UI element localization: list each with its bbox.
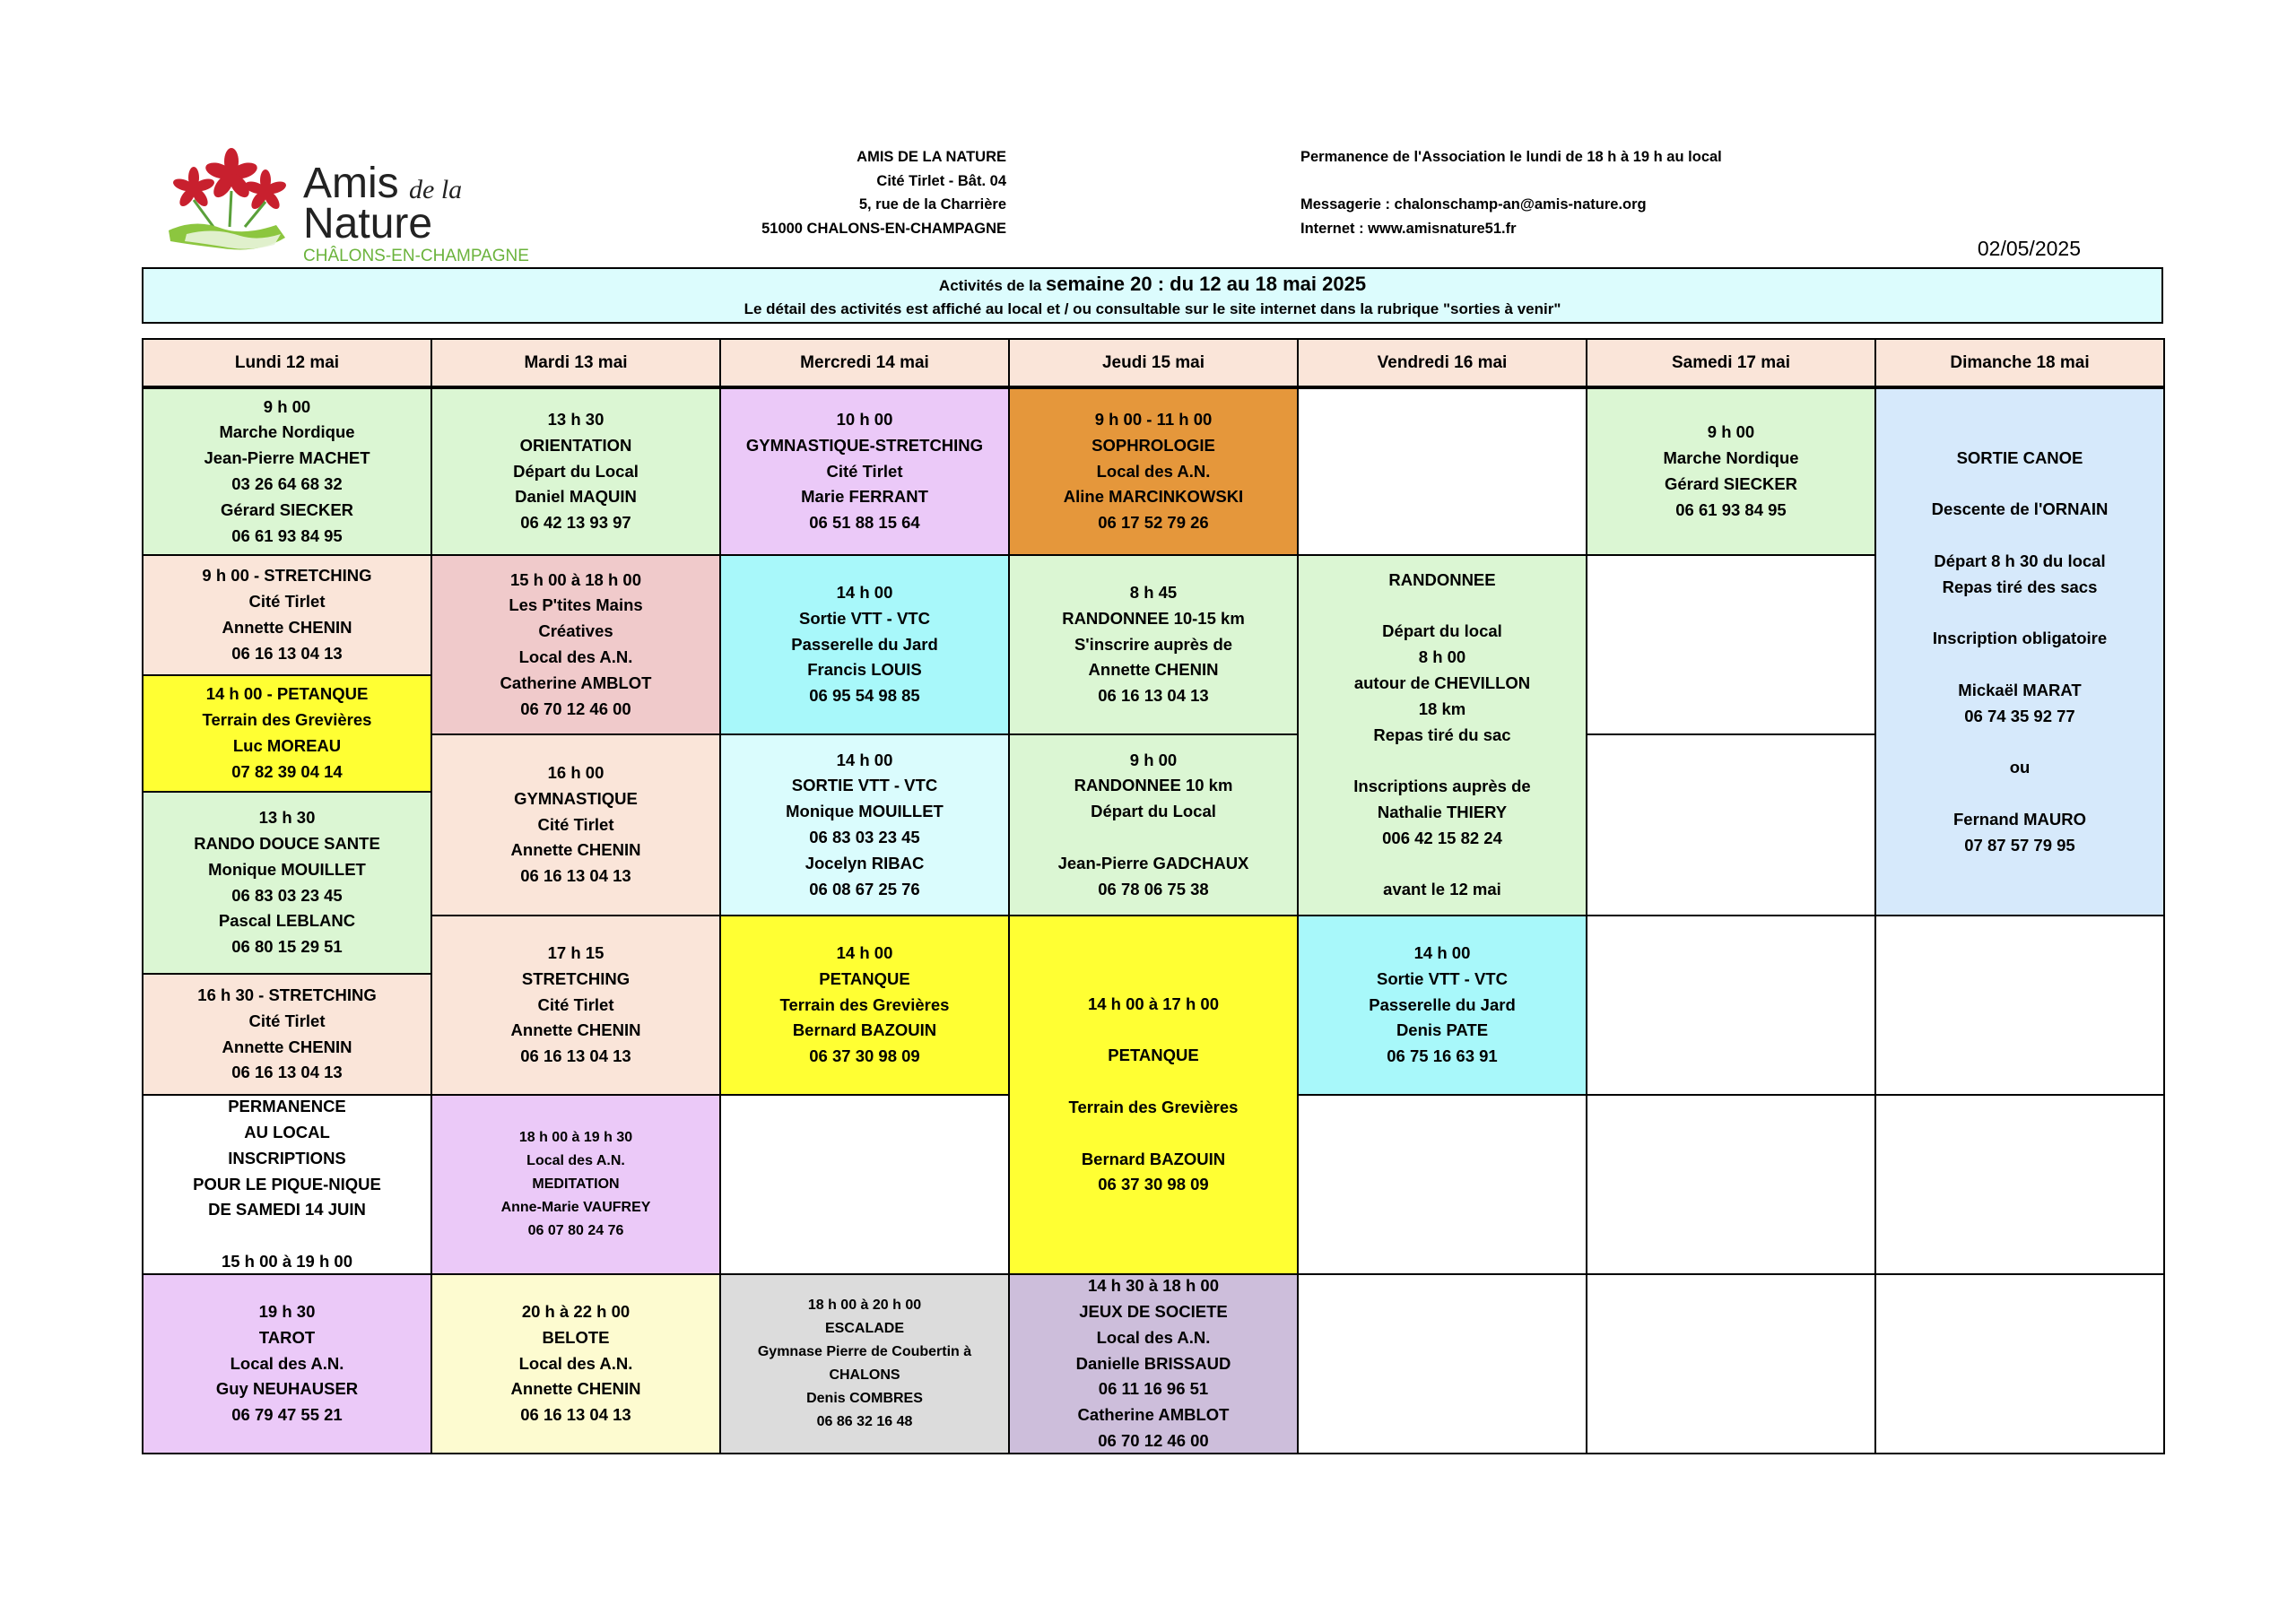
activity-line: Bernard BAZOUIN — [792, 1020, 937, 1040]
activity-line: 06 11 16 96 51 — [1098, 1379, 1209, 1399]
activity-line: 10 h 00 — [836, 410, 893, 429]
activity-line: POUR LE PIQUE-NIQUE — [193, 1174, 381, 1193]
activity-cell — [430, 915, 721, 1096]
logo-line2: Nature — [303, 200, 433, 247]
activity-line: Mickaël MARAT — [1958, 680, 2082, 699]
activity-line: 9 h 00 — [263, 396, 311, 416]
activity-cell — [1008, 387, 1299, 556]
day-header: Vendredi 16 mai — [1297, 338, 1587, 387]
activity-line: 06 16 13 04 13 — [520, 1405, 631, 1425]
activity-line: Bernard BAZOUIN — [1081, 1149, 1226, 1168]
empty-cell — [1874, 915, 2165, 1096]
activity-line: Marie FERRANT — [801, 487, 928, 507]
activity-cell — [1874, 387, 2165, 916]
activity-line: Jean-Pierre GADCHAUX — [1057, 853, 1249, 872]
empty-cell — [1586, 1273, 1876, 1454]
activity-line: 14 h 00 — [836, 943, 893, 962]
activity-cell — [1008, 733, 1299, 916]
activity-line: autour de CHEVILLON — [1353, 673, 1531, 692]
address-line: 5, rue de la Charrière — [858, 196, 1006, 213]
empty-cell — [1297, 1094, 1587, 1275]
activity-line: Gérard SIECKER — [220, 499, 354, 519]
activity-line: Francis LOUIS — [807, 660, 922, 680]
activity-line: 14 h 00 - PETANQUE — [205, 684, 369, 704]
activity-line: avant le 12 mai — [1383, 880, 1501, 899]
activity-line: 06 61 93 84 95 — [1675, 499, 1787, 519]
activity-line: Marche Nordique — [219, 422, 355, 442]
activity-cell — [142, 1273, 432, 1454]
activity-cell — [1297, 915, 1587, 1096]
empty-cell — [1586, 915, 1876, 1096]
empty-cell — [1874, 1273, 2165, 1454]
empty-cell — [1297, 387, 1587, 556]
messagerie-text: Messagerie : chalonschamp-an@amis-nature.org — [1300, 196, 1647, 213]
activity-cell — [430, 1273, 721, 1454]
activity-line: Terrain des Grevières — [202, 710, 372, 730]
activity-line: Luc MOREAU — [232, 736, 342, 755]
activity-line: JEUX DE SOCIETE — [1079, 1302, 1228, 1322]
activity-line: 06 16 13 04 13 — [231, 643, 343, 663]
activity-line: Local des A.N. — [526, 1153, 625, 1168]
activity-line: Repas tiré du sac — [1373, 725, 1511, 744]
day-header: Mardi 13 mai — [430, 338, 721, 387]
activity-line: ESCALADE — [824, 1321, 904, 1336]
activity-line: 19 h 30 — [258, 1302, 316, 1321]
activity-line: ou — [2009, 758, 2031, 777]
day-header: Mercredi 14 mai — [719, 338, 1010, 387]
activity-line: 06 83 03 23 45 — [809, 828, 920, 846]
activity-line: 06 16 13 04 13 — [520, 1046, 631, 1066]
activity-line: Local des A.N. — [518, 647, 633, 666]
week-banner — [142, 267, 2163, 324]
activity-line: 07 87 57 79 95 — [1964, 835, 2075, 855]
activity-line: Denis COMBRES — [806, 1391, 923, 1406]
activity-line: Les P'tites Mains — [509, 595, 643, 615]
activity-line: Départ du Local — [1091, 802, 1216, 821]
activity-line: Local des A.N. — [230, 1353, 344, 1373]
activity-line: CHALONS — [829, 1367, 900, 1383]
activity-line: 06 95 54 98 85 — [809, 686, 920, 706]
activity-line: Terrain des Grevières — [779, 994, 950, 1014]
activity-line: 06 70 12 46 00 — [520, 699, 631, 718]
banner-prefix: Activités de la — [938, 277, 1046, 294]
association-address — [682, 145, 1006, 240]
activity-line: Annette CHENIN — [1088, 660, 1219, 680]
day-header: Lundi 12 mai — [142, 338, 432, 387]
activity-cell — [142, 674, 432, 793]
activity-line: Aline MARCINKOWSKI — [1063, 487, 1244, 507]
activity-cell — [1008, 915, 1299, 1275]
activity-line: Passerelle du Jard — [791, 634, 938, 654]
activity-line: 20 h à 22 h 00 — [521, 1302, 631, 1321]
activity-line: 14 h 30 à 18 h 00 — [1087, 1276, 1220, 1296]
activity-line: Annette CHENIN — [510, 1379, 641, 1399]
activity-line: Repas tiré des sacs — [1942, 577, 2098, 596]
activity-line: SORTIE CANOE — [1956, 447, 2083, 467]
activity-line: 06 51 88 15 64 — [809, 513, 920, 533]
activity-cell — [719, 1273, 1010, 1454]
activity-cell — [719, 915, 1010, 1096]
activity-line: RANDO DOUCE SANTE — [194, 833, 380, 853]
activity-line: Cité Tirlet — [248, 1011, 326, 1030]
activity-line: 06 16 13 04 13 — [520, 866, 631, 886]
activity-line: 06 37 30 98 09 — [809, 1046, 920, 1066]
activity-line: 14 h 00 — [1413, 943, 1471, 962]
activity-line: Terrain des Grevières — [1068, 1098, 1239, 1116]
activity-line: 06 74 35 92 77 — [1964, 706, 2075, 725]
activity-line: 06 37 30 98 09 — [1098, 1175, 1209, 1194]
activity-line: DE SAMEDI 14 JUIN — [208, 1200, 366, 1219]
activity-line: Départ du local — [1382, 621, 1502, 641]
logo-line3: CHÂLONS-EN-CHAMPAGNE — [303, 247, 529, 265]
activity-line: STRETCHING — [521, 968, 631, 988]
activity-line: Denis PATE — [1396, 1020, 1489, 1040]
activity-line: PERMANENCE — [228, 1097, 346, 1116]
activity-line: Jocelyn RIBAC — [804, 853, 925, 872]
activity-line: Passerelle du Jard — [1369, 994, 1516, 1014]
activity-line: Sortie VTT - VTC — [799, 608, 930, 628]
activity-line: 14 h 00 à 17 h 00 — [1087, 994, 1220, 1013]
activity-cell — [719, 554, 1010, 735]
activity-line: Jean-Pierre MACHET — [204, 448, 370, 468]
activity-line: 03 26 64 68 32 — [231, 474, 343, 493]
activity-line: 13 h 30 — [547, 410, 604, 429]
activity-line: PETANQUE — [1108, 1046, 1199, 1065]
address-line: AMIS DE LA NATURE — [857, 149, 1006, 165]
activity-line: SOPHROLOGIE — [1091, 435, 1215, 455]
activity-cell — [1586, 387, 1876, 556]
activity-line: 06 79 47 55 21 — [231, 1405, 343, 1425]
association-info — [1300, 145, 1928, 240]
activity-line: 16 h 00 — [547, 763, 604, 782]
activity-cell — [719, 387, 1010, 556]
activity-line: Gérard SIECKER — [1664, 474, 1798, 493]
activity-line: Annette CHENIN — [510, 840, 641, 860]
activity-line: Fernand MAURO — [1953, 809, 2086, 829]
activity-line: Nathalie THIERY — [1377, 802, 1508, 821]
activity-line: 06 70 12 46 00 — [1098, 1431, 1209, 1450]
activity-line: 13 h 30 — [258, 808, 316, 828]
activity-line: 06 17 52 79 26 — [1098, 513, 1209, 533]
activity-cell — [1008, 1273, 1299, 1454]
empty-cell — [1586, 1094, 1876, 1275]
activity-line: Local des A.N. — [1096, 461, 1211, 481]
activity-line: Cité Tirlet — [826, 461, 903, 481]
activity-line: Local des A.N. — [1096, 1327, 1211, 1347]
activity-line: Daniel MAQUIN — [515, 487, 637, 507]
activity-line: Gymnase Pierre de Coubertin à — [757, 1344, 972, 1359]
activity-line: Cité Tirlet — [248, 592, 326, 612]
activity-line: PETANQUE — [819, 968, 910, 988]
permanence-text: Permanence de l'Association le lundi de 18 h à 19 h au local — [1300, 149, 1722, 165]
activity-line: Danielle BRISSAUD — [1075, 1353, 1231, 1373]
empty-cell — [1297, 1273, 1587, 1454]
activity-line: Cité Tirlet — [537, 814, 614, 834]
activity-line: Local des A.N. — [518, 1353, 633, 1373]
activity-line: GYMNASTIQUE — [514, 788, 638, 808]
activity-line: SORTIE VTT - VTC — [791, 776, 938, 795]
activity-cell — [430, 554, 721, 735]
activity-line: AU LOCAL — [244, 1123, 330, 1142]
activity-line: 06 61 93 84 95 — [231, 525, 343, 545]
activity-line: Monique MOUILLET — [208, 859, 366, 879]
activity-cell — [142, 791, 432, 975]
activity-line: 16 h 30 - STRETCHING — [197, 985, 377, 1004]
activity-line: Départ du Local — [513, 461, 639, 481]
activity-line: Catherine AMBLOT — [1077, 1405, 1230, 1425]
activity-line: 15 h 00 à 18 h 00 — [509, 569, 642, 589]
flowers-hands-icon — [160, 148, 572, 265]
activity-line: Inscriptions auprès de — [1353, 777, 1531, 796]
activity-cell — [1008, 554, 1299, 735]
activity-cell — [142, 554, 432, 676]
activity-line: TAROT — [258, 1327, 316, 1347]
activity-line: 006 42 15 82 24 — [1382, 828, 1502, 847]
activity-line: Départ 8 h 30 du local — [1934, 551, 2106, 570]
activity-cell — [1297, 554, 1587, 916]
activity-line: 8 h 45 — [1129, 583, 1178, 602]
activity-cell — [142, 1094, 432, 1275]
activity-line: RANDONNEE 10-15 km — [1062, 608, 1245, 628]
activity-line: Cité Tirlet — [537, 994, 614, 1014]
banner-detail: Le détail des activités est affiché au local et / ou consultable sur le site internet dans la rubrique "sorties à venir" — [744, 300, 1561, 317]
activity-cell — [142, 973, 432, 1096]
activity-line: 06 07 80 24 76 — [527, 1223, 624, 1238]
empty-cell — [1874, 1094, 2165, 1275]
activity-line: Catherine AMBLOT — [500, 673, 652, 692]
address-line: 51000 CHALONS-EN-CHAMPAGNE — [761, 220, 1006, 237]
day-header: Dimanche 18 mai — [1874, 338, 2165, 387]
activity-line: 18 h 00 à 20 h 00 — [807, 1298, 922, 1313]
activity-line: 9 h 00 - STRETCHING — [202, 566, 372, 586]
activity-line: Sortie VTT - VTC — [1377, 968, 1508, 988]
activity-line: 9 h 00 — [1129, 750, 1178, 769]
activity-line: Annette CHENIN — [222, 1037, 352, 1056]
logo-line1-small: de la — [409, 175, 463, 204]
activity-line: 06 78 06 75 38 — [1098, 879, 1209, 898]
activity-line: 06 16 13 04 13 — [1098, 686, 1209, 706]
activity-cell — [719, 733, 1010, 916]
activity-line: INSCRIPTIONS — [228, 1148, 346, 1167]
activity-line: GYMNASTIQUE-STRETCHING — [745, 435, 984, 455]
activity-line: Annette CHENIN — [510, 1020, 641, 1040]
activity-line: 06 86 32 16 48 — [816, 1414, 913, 1429]
activity-line: ORIENTATION — [519, 435, 632, 455]
banner-week: semaine 20 : du 12 au 18 mai 2025 — [1045, 273, 1367, 295]
activity-line: Anne-Marie VAUFREY — [500, 1200, 651, 1215]
activity-line: 15 h 00 à 19 h 00 — [221, 1252, 353, 1271]
activity-cell — [430, 387, 721, 556]
association-logo — [160, 148, 572, 265]
activity-cell — [142, 387, 432, 556]
activity-line: 18 h 00 à 19 h 30 — [518, 1130, 633, 1145]
activity-line: 18 km — [1418, 699, 1466, 718]
empty-cell — [719, 1094, 1010, 1275]
activity-line: 14 h 00 — [836, 583, 893, 602]
activity-line: Créatives — [538, 621, 613, 641]
banner-title — [144, 273, 2161, 298]
activity-line: Annette CHENIN — [222, 618, 352, 637]
activity-line: 06 75 16 63 91 — [1387, 1046, 1498, 1066]
activity-line: S'inscrire auprès de — [1074, 634, 1233, 654]
day-header: Samedi 17 mai — [1586, 338, 1876, 387]
activity-line: Pascal LEBLANC — [218, 911, 356, 931]
activity-line: 8 h 00 — [1418, 647, 1466, 667]
activity-line: Monique MOUILLET — [786, 802, 944, 821]
activity-line: 06 80 15 29 51 — [231, 937, 343, 957]
internet-text: Internet : www.amisnature51.fr — [1300, 220, 1517, 237]
activity-line: 14 h 00 — [836, 750, 893, 769]
activity-line: Inscription obligatoire — [1932, 629, 2108, 648]
activity-cell — [430, 1094, 721, 1275]
activity-line: MEDITATION — [532, 1176, 620, 1192]
activity-line: RANDONNEE — [1388, 569, 1496, 589]
activity-line: 06 16 13 04 13 — [231, 1063, 343, 1082]
activity-line: Descente de l'ORNAIN — [1931, 499, 2109, 519]
logo-line1: Amis — [303, 160, 399, 207]
empty-cell — [1586, 554, 1876, 735]
activity-line: 17 h 15 — [547, 943, 604, 962]
activity-line: 06 83 03 23 45 — [231, 885, 343, 905]
day-header: Jeudi 15 mai — [1008, 338, 1299, 387]
activity-line: 07 82 39 04 14 — [231, 761, 343, 781]
empty-cell — [1586, 733, 1876, 916]
activity-line: 06 42 13 93 97 — [520, 513, 631, 533]
activity-line: 9 h 00 — [1707, 422, 1755, 442]
activity-line: 9 h 00 - 11 h 00 — [1094, 410, 1213, 429]
address-line: Cité Tirlet - Bât. 04 — [876, 172, 1006, 189]
activity-line: 06 08 67 25 76 — [809, 879, 920, 898]
document-date: 02/05/2025 — [1977, 237, 2081, 260]
activity-line: RANDONNEE 10 km — [1074, 776, 1233, 795]
activity-line: Guy NEUHAUSER — [215, 1379, 359, 1399]
activity-line: Marche Nordique — [1663, 448, 1799, 468]
activity-cell — [430, 733, 721, 916]
activity-line: BELOTE — [542, 1327, 610, 1347]
